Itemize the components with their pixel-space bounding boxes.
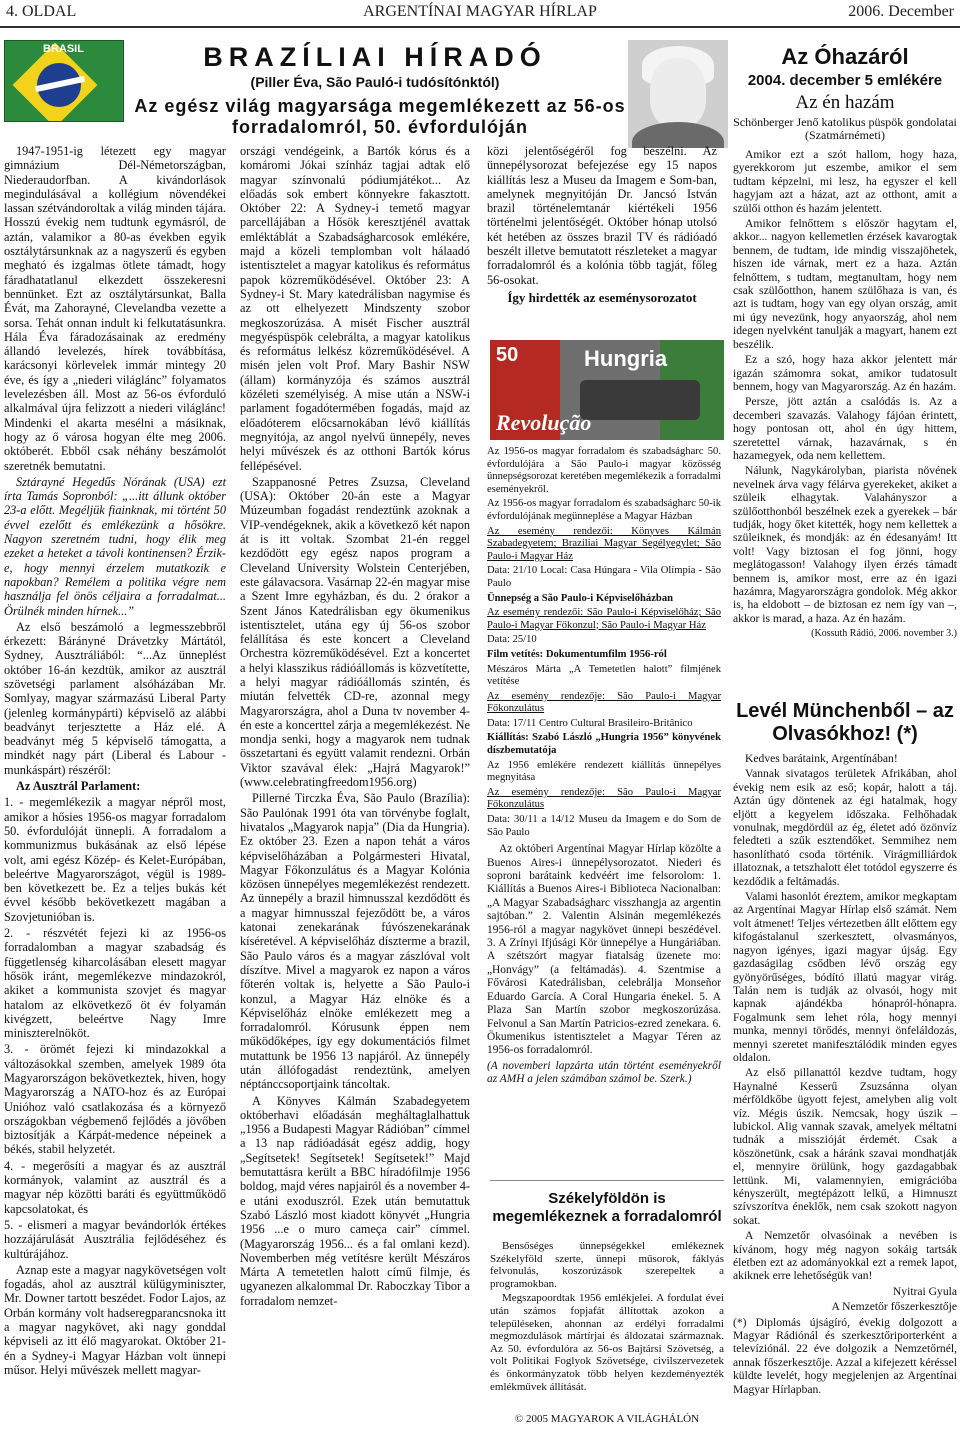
poster-number: 50 bbox=[496, 344, 519, 366]
event-text: Data: 17/11 Centro Cultural Brasileiro-Britânico bbox=[487, 717, 693, 729]
ohazarol-author: Schönberger Jenő katolikus püspök gondolatai (Szatmárnémeti) bbox=[733, 115, 957, 142]
divider bbox=[490, 1180, 724, 1181]
column-1 bbox=[4, 144, 226, 1379]
ad-heading: Így hirdették az eseménysorozatot bbox=[507, 289, 697, 305]
page-header bbox=[0, 0, 960, 28]
event-text: Az 1956 emlékére rendezett kiállítás ünnepélyes megnyitása bbox=[487, 759, 721, 784]
column-4 bbox=[733, 148, 957, 643]
signature: Nyitrai Gyula bbox=[892, 1284, 957, 1298]
section-byline: (Piller Éva, São Pauló-i tudósítónktól) bbox=[250, 74, 500, 90]
paragraph: Amikor ezt a szót hallom, hogy haza, gyerekkorom jut eszembe, amikor el sem tudtam képzelni, mi lesz, ha egyszer el kell hagyjam azt a házat, azt az otthont, amit a szülői otthon és hazám jelentett. bbox=[733, 148, 957, 215]
paragraph: Persze, jött aztán a csalódás is. Az a decemberi szavazás. Valahogy fájóan érintett, hogy pontosan ott, ahol én úgy hittem, szeretettel várnak, hazavárnak, s én hazamegyek, oda nem kellettem. bbox=[733, 395, 957, 462]
event-text: Film vetítés: Dokumentumfilm 1956-ról bbox=[487, 648, 667, 660]
ohazarol-subtitle: Az én hazám bbox=[795, 92, 895, 113]
issue-date: 2006. December bbox=[848, 3, 954, 20]
paragraph: 5. - elismeri a magyar bevándorlók értékes hozzájárulását Ausztrália fejlődéséhez és kultúrájához. bbox=[4, 1217, 226, 1261]
paragraph: Aznap este a magyar nagykövetségen volt fogadás, ahol az ausztrál külügyminiszter, Mr. Downer tartott beszédet. Fodor Lajos, az Orbán kormány volt hadseregparancsnoka itt a magyar nagykövet, aki nagy gonddal képviseli az itt élő magyarokat. Október 21-én a Sydney-i Magyar Házban volt ünnepi műsor. Helyi művészek mellett magyar- bbox=[4, 1262, 226, 1377]
event-text: Az esemény rendezője: São Paulo-i Magyar Főkonzulátus bbox=[487, 786, 721, 811]
paragraph: A Könyves Kálmán Szabadegyetem októberhavi előadásán megháltaglalhattuk „1956 a Budapesti Magyar Rádióban” címmel a 13 nap rádióadását egész addig, hogy „Segítsetek! Segítsetek! Segítsetek!” Majd bemutattásra került a BBC híradófilmje 1956 boldog, majd véres napjairól és a november 4-e utáni exoduszról. Ezek után bemutattuk Szabó László most kiadott könyvét „Hungria 1956 ...e o muro cameça cair” címmel. (Magyarország 1956... és a fal omlani kezd). Novemberben még vetítésre került Mészáros Márta A temetetlen halott című filmje, és ugyanezen alkalommal Dr. Raboczkay Tibor a forradalom nemzet- bbox=[240, 1093, 470, 1308]
paragraph: 4. - megerősíti a magyar és az ausztrál kormányok, valamint az ausztrál és a magyar nép közötti baráti és együttműködő kapcsolatokat, és bbox=[4, 1158, 226, 1216]
paragraph: Az első beszámoló a legmesszebbről érkezett: Bárányné Drávetzky Mártától, Sydney, Ausztráliából: “...Az ünneplést október 16-án kezdtük, amikor az ausztrál szövetségi parlament alsóházában Mr. Somlyay, magyar származású Liberal Party (jelenleg kormánypárti) képviselő az alábbi beadványt terjesztette a Ház elé. A beadványt még 5 képviselő támogatta, a mindkét nagy párt (Liberal és Labour - munkáspárt) részéről: bbox=[4, 619, 226, 777]
paragraph: A Nemzetőr olvasóinak a nevében is kívánom, hogy még nagyon sokáig tartsák életben ezt az adományokkal ezt a remek lapot, akiknek erre lehetőségük van! bbox=[733, 1229, 957, 1283]
paragraph: 3. - örömét fejezi ki mindazokkal a változásokkal szemben, amelyek 1989 óta Magyarországon bekövetkeztek, hiven, hogy Magyarország a NATO-hoz és az Európai Unióhoz való csatlakozása és a környező országokban végbemenő fejlődés a jövőben biztosítják a Kárpát-medence népeinek a békés, stabil helyzetét. bbox=[4, 1042, 226, 1157]
event-text: Kiállítás: Szabó László „Hungria 1956” könyvének díszbemutatója bbox=[487, 732, 721, 757]
signature-title: A Nemzetőr főszerkesztője bbox=[831, 1300, 957, 1314]
event-text: Data: 25/10 bbox=[487, 634, 537, 646]
paragraph: Nálunk, Nagykárolyban, piarista növének nevelnek árva vagy félárva gyerekeket, akiket a szüleik elhagytak. Valahányszor a szülőotthonból beszélnek ezek a gyerekek – bár tudják, hogy őket kitették, hogy nem kellettek a szüleiknek, és mondják: az én édesanyám! Itt volt! Vagy biztosan el fog jönni, hogy meglátogasson! Valahogy ilyen érzés támadt bennem is, amikor most, erre az én igazi hazámra, Magyarországra gondolok. Még akkor is, ha eldobott – de biztosan ez nem így van –, akkor is marad, a haza. Az én hazám. bbox=[733, 464, 957, 625]
paragraph: Sztárayné Hegedűs Nórának (USA) ezt írta Tamás Sopronból: „...itt állunk október 23-a előtt. Megéljük fiainknak, mi történt 50 évvel ezelőtt és emlékezünk a hősökre. Nagyon szeretném tudni, hogy élik meg ezeket a heteket a távoli kontinensen? Érzik-e, hogy mennyi érzelem mutatkozik e napokban? Remélem a politika végre nem használja fel önös céljaira a forradalmat... Örülnék minden hírnek...” bbox=[4, 474, 226, 618]
paragraph: Ez a szó, hogy haza akkor jelentett már igazán számomra sokat, amikor tudatosult bennem, hogy van Magyarország. Az én hazám. bbox=[733, 353, 957, 393]
section-title: BRAZÍLIAI HÍRADÓ bbox=[203, 42, 547, 72]
event-list bbox=[487, 446, 721, 1089]
event-text: Az 1956-os magyar forradalom és szabadságharc 50-ik évfordulójának megünneplése a Magyar Házban bbox=[487, 498, 721, 522]
paragraph: Kedves barátaink, Argentínában! bbox=[745, 752, 898, 765]
paragraph: Pillerné Tirczka Éva, São Paulo (Brazília): São Paulónak 1991 óta van törvénybe foglalt, hivatalos „Magyarok napja” (Dia da Hungria). Ez október 23. Ezen a napon tehát a város képviselőházában a Polgármesteri Hivatal, Magyar Főkonzulátus és a Magyar Kolónia közösen ünnepélyes megemlékezést rendezett. Az ünnepély a brazil himnusszal kezdődött és a magyar himnusszal fejeződött be, a város katonai zenekarának fúvószenekarának kíséretével. A képviselőház díszterme a brazil, São Paulo város és a magyar zászlóval volt díszítve. Mivel a magyarok ez napon a város főterén voltak is, helyette a São Paulo-i konzul, a Magyar Ház elnöke és a Képviselőház elnöke emlékezett meg a forradalomról. Kórusunk éppen nem működőképes, így egy dokumentációs filmet mutattunk be 1956 13 napjáról. Az ünnepély után állófogadást rendeztünk, amelyen néptánccsoportjaink táncoltak. bbox=[240, 791, 470, 1092]
editor-note: (A novemberi lapzárta után történt eseményekről az AMH a jelen számában számol be. Szerk.) bbox=[487, 1059, 721, 1086]
event-text: Mészáros Márta „A Temetetlen halott” filmjének vetítése bbox=[487, 663, 721, 688]
poster-word: Revolução bbox=[496, 410, 592, 435]
paragraph: Amikor felnőttem s először hagytam el, akkor... nagyon kellemetlen érzések kavarogtak bennem, de tudtam, ide mindig visszajöhetek, hiszen ide várnak, mert ez a haza. Aztán felnőttem, s tudtam, megtanultam, hogy nem csak szülőotthon, hanem szülőhaza is van, és azt is tudtam, hogy van egy olyan ország, amit mi úgy nevezünk, hogy anyaország, ahol nem idegen nyelvként tanulják a magyart, hanem ezt beszélik. bbox=[733, 217, 957, 351]
paragraph: Az októberi Argentínai Magyar Hírlap közölte a Buenos Aires-i ünnepélysorozatot. Niederi és soproni barátaink kedvéért ime felsorolom: 1. Kiállítás a Buenos Aires-i Biblioteca Nacionalban: „A Magyar Szabadságharc visszhangja az argentin sajtóban.” 2. Valentin Alsinán megemlékezés 1956-ról a magyar nagykövet ünnepi beszédével. 3. A Zrínyi Ifjúsági Kör ünnepélye a Hungáriában. A szétszórt magyar fiatalság üzenete mo: „Honvágy” (a feltámadás). 4. Szentmise a Fővárosi Katedrálisban, celebrálja Monseñor Eduardo García. A Coral Hungaria énekel. 5. A Plaza San Martín szobor megkoszorúzása. Felvonul a San Martín Patricios-ezred zenekara. 6. Ökumenikus istentisztelet a Magyar Téren az 1956-os forradalomról. bbox=[487, 843, 721, 1057]
subheading: Az Ausztrál Parlament: bbox=[16, 779, 141, 794]
flag-label: BRASIL bbox=[43, 43, 84, 55]
article-headline: Az egész világ magyarsága megemlékezett az 56-os forradalomról, 50. évfordulóján bbox=[134, 96, 626, 137]
event-poster-image bbox=[490, 340, 724, 440]
event-text: Ünnepség a São Paulo-i Képviselőházban bbox=[487, 592, 674, 604]
poster-word: Hungria bbox=[584, 346, 668, 371]
event-text: Az esemény rendezője: São Paulo-i Magyar Főkonzulátus bbox=[487, 690, 721, 715]
paragraph: Az első pillanattól kezdve tudtam, hogy Haynalné Kesserű Zsuzsánna olyan mérföldkőbe ügyott fejest, amelyben alig volt víz. Mégis úszik. Nemcsak, hogy úszik – lubickol. Alig vannak szavak, amelyek méltatni tudnák a misszióját érdemét. Csak a köszönetünk, csak a háránk szavai mondhatják el, mennyire örülünk, hogy gazdagabbak lettünk. Mi, valamennyien, emigrációba kényszerült, megtépázott lelkű, a Himnuszt szívszorítva éneklők, nem csak szokott nagyon sokat. bbox=[733, 1066, 957, 1227]
event-text: Az 1956-os magyar forradalom és szabadságharc 50. évfordulójára a São Paulo-i magyar közösség ünnepségsorozat keretében megemlékezik a forradalmi eseményekről. bbox=[487, 446, 721, 495]
column-3 bbox=[487, 144, 717, 334]
ohazarol-title: Az Óhazáról bbox=[781, 44, 909, 69]
paragraph: 2. - részvétét fejezi ki az 1956-os forradalomban a magyar szabadság és függetlenség kiharcolásában elesett magyar hősök iránt, megemlékezve mindazokról, akiket a kommunista szovjet és magyar hatalom az elkövetkező öt év folyamán kivégzett, beleértve Nagy Imre miniszterelnököt. bbox=[4, 926, 226, 1041]
letter-title: Levél Münchenből – az Olvasókhoz! (*) bbox=[736, 700, 954, 745]
paragraph: Szappanosné Petres Zsuzsa, Cleveland (USA): Október 20-án este a Magyar Múzeumban fogadást rendeztünk azoknak a VIP-vendégeknek, akik a következő két napon át is itt voltak. Szombat 21-én reggel kezdődött egy egész napos program a Cleveland University Wolstein Centerjében, este gálavacsora. Vasárnap 22-én magyar mise a Szent Imre egyházban, és du. 2 órakor a Szent János Katedrálisban egy ökumenikus istentisztelet, utána egy új 56-os szobor felállítása és este koncert a Cleveland Orchestra közreműködésével. Ezt a koncertet a helyi klasszikus rádióállomás is közvetítette, a helyi magyar rádióállomás szintén, és miután felvették CD-re, azonnal megy Magyarországra, ahol a Duna tv november 4-én este a koncerttel zárja a megemlékezést. Ne mondja senki, hogy a magyarok nem tudnak összetartani és együtt valamit rendezni. Orbán Viktor szavával élek: „Hajrá Magyarok!” (www.celebratingfreedom1956.org) bbox=[240, 474, 470, 790]
footnote: (*) Diplomás újságíró, évekig dolgozott a Magyar Rádiónál és szerkesztőriporterként a televíziónál. 22 éve dolgozik a Nemzetőrnél, annak főszerkesztője. Azzal a kifejezett kéréssel küldte levelét, hogy megjelenjen az Argentínai Magyar Hírlapban. bbox=[733, 1315, 957, 1396]
newspaper-name: ARGENTÍNAI MAGYAR HÍRLAP bbox=[363, 3, 597, 20]
event-text: Az esemény rendezői: São Paulo-i Képviselőház; São Paulo-i Magyar Főkonzul; São Paulo-i Magyar Ház bbox=[487, 607, 721, 631]
ohazarol-date: 2004. december 5 emlékére bbox=[747, 72, 943, 89]
paragraph: 1. - megemlékezik a magyar népről most, amikor a hősies 1956-os magyar forradalom 50. évfordulóját ünnepli. A forradalom a kommunizmus bukásának az első lépése volt, ami egész Közép- és Kelet-Európában, beleértve Magyarországot, végül is 1989-ben következett be. Ez a teljes bukás két évvel később bekövetkezett magában a Szovjetunióban is. bbox=[4, 795, 226, 924]
paragraph: Bensőséges ünnepségekkel emlékeznek Székelyföld szerte, ünnepi műsorok, fáklyás felvonulás, koszorúzások szerepeltek a programokban. bbox=[490, 1240, 724, 1290]
szekely-title: Székelyföldön is megemlékeznek a forradalomról bbox=[492, 1190, 722, 1225]
letter-article bbox=[733, 752, 957, 1398]
event-text: Az esemény rendezői: Könyves Kálmán Szabadegyetem; Braziliai Magyar Segélyegylet; São Paulo-i Magyar Ház bbox=[487, 525, 721, 562]
source-note: (Kossuth Rádió, 2006. november 3.) bbox=[811, 628, 957, 640]
page-number: 4. OLDAL bbox=[6, 3, 77, 20]
column-2 bbox=[240, 144, 470, 1310]
szekely-article bbox=[490, 1240, 724, 1395]
author-portrait bbox=[628, 40, 728, 148]
paragraph: közi jelentőségéről fog beszélni. Az ünnepélysorozat befejezése egy 15 napos kiállítás lesz a Museu da Imagem e Som-ban, amelynek megnyitóján Dr. Jancsó István brazil történelemtanár kiértékeli 1956 történelmi jelentőségét. Október hónap utolsó két hetében az összes brazil TV és rádióadó beszélt illetve bemutatott részleteket a magyar forradalomról és a kolónia több tagját, főleg 56-osokat. bbox=[487, 144, 717, 287]
paragraph: országi vendégeink, a Bartók kórus és a komáromi Jókai színház tagjai adtak elő magyar színvonalú pódiumjátékot... Az előadás sok embert könnyekre fakasztott. Október 22: A Sydney-i temető magyar parcellájában a Hősök keresztjénél avattak emléktáblát a Szabadságharcosok emlékére, majd a közeli templomban volt hálaadó istentisztelet a magyar katolikus és református papok közreműködésével. Október 23: A Sydney-i St. Mary katedrálisban nagymise és az ott elhelyezett Mindszenty szobor megkoszorúzása. A misét Fischer ausztrál megyéspüspök celebrálta, a magyar katolikus és református lelkész közreműködésével. A misén jelen volt Prof. Mary Bashir NSW (állam) kormányzója és számos ausztrál közéleti személyiség. A mise után a NSW-i parlament fogadótermében fogadás, majd az előadóterem előcsarnokában lévő kiállítás megnyitója, az angol nyelvű ünnepély, neves helyi művészek és az otthoni Bartók kórus fellépésével. bbox=[240, 144, 470, 473]
brazil-flag-image bbox=[4, 40, 124, 122]
event-text: Data: 21/10 Local: Casa Húngara - Vila Olímpia - São Paulo bbox=[487, 565, 721, 589]
paragraph: Megszapoordtak 1956 emlékjelei. A fordulat évei után számos fopjafát állítottak azokon a településeken, ahonnan az erdélyi forradalmi megmozdulások mártírjai és áldozatai származnak. Az 50. évfordulóra az 56-os Bajtársi Szövetség, a volt Politikai Foglyok Szövetsége, civilszervezetek és önkormányzatok több helyen kezdeményezték emlékművek állítását. bbox=[490, 1292, 724, 1393]
event-text: Data: 30/11 a 14/12 Museu da Imagem e do Som de São Paulo bbox=[487, 814, 721, 838]
paragraph: Vannak sivatagos területek Afrikában, ahol évekig nem esik az eső; kopár, halott a táj. Aztán úgy döntenek az égi hatalmak, hogy eljött a kegyelem időszaka. Felhőhadak vonulnak, megdördül az ég, életet adó özönvíz feledteti a szűk esztendőket. Semmihez nem hasonlítható csoda történik. Virágmilliárdok illatoznak, a tetszhalott élet totódol egyszerre és kezdődik a feltámadás. bbox=[733, 767, 957, 888]
paragraph: 1947-1951-ig létezett egy magyar gimnázium Dél-Németországban, Niederaudorfban. A kivándorlások megindulásával a kollégium növendékei lassan szétvándoroltak a világ minden tájára. Hosszú évekig nem tudtunk egymásról, de aztán, valamikor a 80-as években egyik osztálytársunknak az a nagyszerű és egyben megható és izgalmas ötlete támadt, hogy fáradhatatlanul elkezdett összekeresni bennünket. Ezt az osztálytársunkat, Balla Évát, ma Zahorayné, Clevelandba vezette a sorsa. Tehát onnan indult ki felkutatásunkra. Hála Éva fáradozásainak az eredmény állandó levelezés, hírek továbbítása, karácsonyi körlevelek immár mintegy 20 éve, és így a „niederi világlánc” folyamatos levelezésben áll. Most az 56-os évforduló alkalmával újra felizzott a niederi világlánc! Mindenki el akarta mesélni a másiknak, hogy az ő városa hogyan élte meg 2006. októberét. Ebből csak néhány beszámolót szeretnék bemutatni. bbox=[4, 144, 226, 473]
paragraph: Valami hasonlót éreztem, amikor megkaptam az Argentínai Magyar Hírlap első számát. Nem volt átmenet! Teljes vértezetben állt előttem egy kifogástalanul szerkesztett, olvasmányos, nagyon igényes, igazi magyar újság. Egy gazdaságilag csődben lévő ország egy gyönyörűséges, bódító illatú magyar virág. Talán nem is tudják az olvasói, hogy mit kapnak ajándékba hónapról-hónapra. Fogalmunk sem lehet róla, hogy mennyi munka, mennyi törődés, mennyi önfeláldozás, mennyi szeretet manifesztálódik minden egyes oldalon. bbox=[733, 890, 957, 1064]
copyright: © 2005 MAGYAROK A VILÁGHÁLÓN bbox=[514, 1413, 700, 1425]
